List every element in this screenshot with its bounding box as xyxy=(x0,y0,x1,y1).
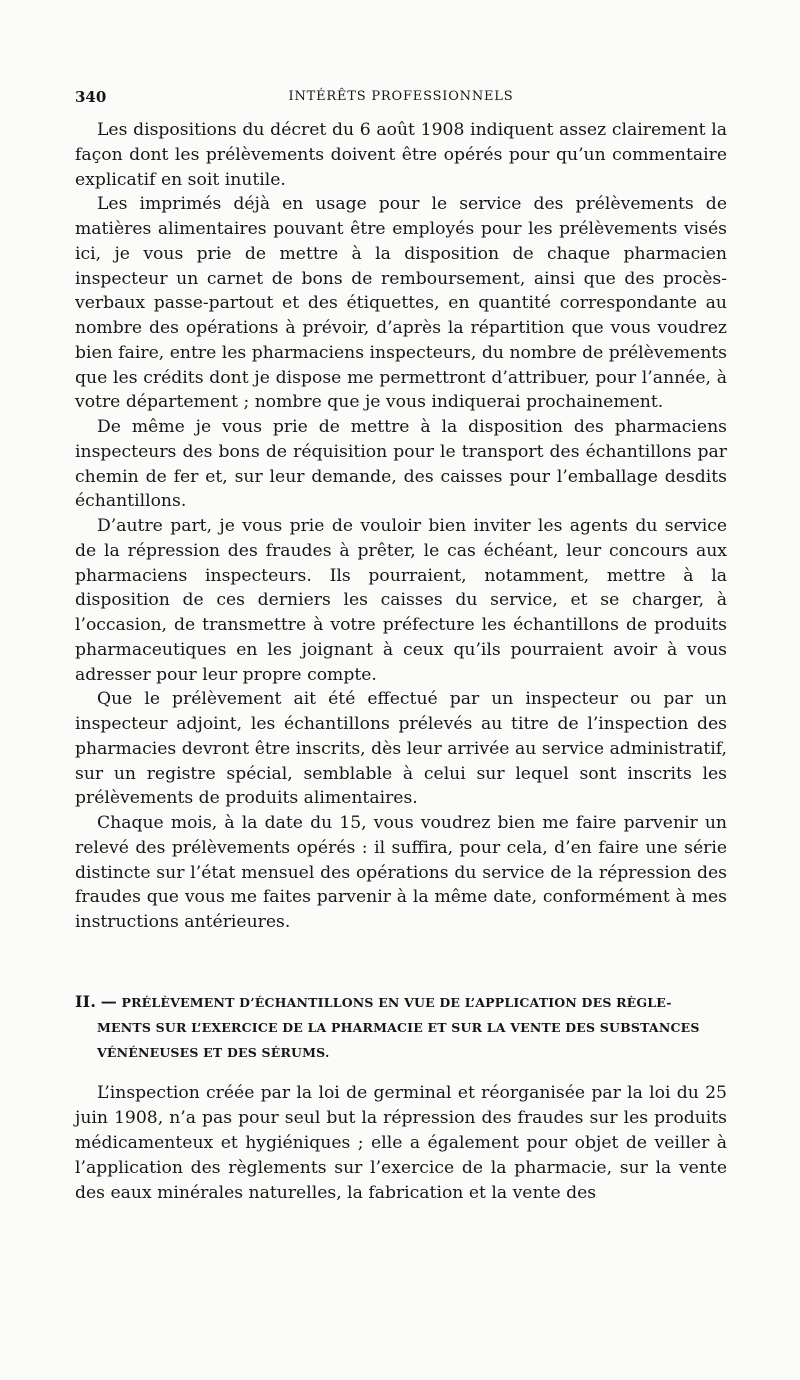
section-title-line-3: VÉNÉNEUSES ET DES SÉRUMS. xyxy=(97,1045,330,1060)
section-title-line-2: MENTS SUR L’EXERCICE DE LA PHARMACIE ET SUR LA VENTE DES SUBSTANCES xyxy=(97,1020,700,1035)
paragraph-inspection: L’inspection créée par la loi de germinal et réorganisée par la loi du 25 juin 1908, n’a pas pour seul but la répression des fraudes sur les produits médicamenteux et hygiéniques ; elle a également pour objet de veiller à l’application des règlements sur l’exercice de la pharmacie, sur la vente des eaux minérales naturelles, la fabrication et la vente des xyxy=(75,1083,727,1203)
paragraph-requisition: De même je vous prie de mettre à la disposition des pharmaciens inspecteurs des bons de réquisition pour le transport des échantillons par chemin de fer et, sur leur demande, des caisses pour l’emballage desdits échantillons. xyxy=(75,417,727,512)
section-title-line-1: PRÉLÈVEMENT D’ÉCHANTILLONS EN VUE DE L’APPLICATION DES RÈGLE- xyxy=(121,995,672,1010)
section-dash: — xyxy=(100,992,117,1011)
paragraph-decree: Les dispositions du décret du 6 août 1908 indiquent assez clairement la façon dont les prélèvements doivent être opérés pour qu’un commentaire explicatif en soit inutile. xyxy=(75,120,727,190)
paragraph-forms: Les imprimés déjà en usage pour le service des prélèvements de matières alimentaires pouvant être employés pour les prélèvements visés ici, je vous prie de mettre à la disposition de chaque pharmacien inspecteur un carnet de bons de remboursement, ainsi que des procès-verbaux passe-partout et des étiquettes, en quantité correspondante au nombre des opérations à prévoir, d’après la répartition que vous voudrez bien faire, entre les pharmaciens inspecteurs, du nombre de prélèvements que les crédits dont je dispose me permettront d’attribuer, pour l’année, à votre département ; nombre que je vous indiquerai prochainement. xyxy=(75,194,727,413)
paragraph-monthly: Chaque mois, à la date du 15, vous voudrez bien me faire parvenir un relevé des prélèvements opérés : il suffira, pour cela, d’en faire une série distincte sur l’état mensuel des opérations du service de la répression des fraudes que vous me faites parvenir à la même date, conformément à mes instructions antérieures. xyxy=(75,813,727,932)
running-title: INTÉRÊTS PROFESSIONNELS xyxy=(288,89,514,104)
body-text xyxy=(75,118,727,935)
running-head xyxy=(75,88,727,108)
page-number: 340 xyxy=(75,88,107,106)
section-heading xyxy=(75,989,727,1065)
body-text-continued xyxy=(75,1081,727,1206)
section-number: II. xyxy=(75,992,97,1011)
paragraph-registry: Que le prélèvement ait été effectué par un inspecteur ou par un inspecteur adjoint, les échantillons prélevés au titre de l’inspection des pharmacies devront être inscrits, dès leur arrivée au service administratif, sur un registre spécial, semblable à celui sur lequel sont inscrits les prélèvements de produits alimentaires. xyxy=(75,689,727,809)
paragraph-agents: D’autre part, je vous prie de vouloir bien inviter les agents du service de la répression des fraudes à prêter, le cas échéant, leur concours aux pharmaciens inspecteurs. Ils pourraient, notamment, mettre à la disposition de ces derniers les caisses du service, et se charger, à l’occasion, de transmettre à votre préfecture les échantillons de produits pharmaceutiques en les joignant à ceux qu’ils pourraient avoir à vous adresser pour leur propre compte. xyxy=(75,516,727,685)
